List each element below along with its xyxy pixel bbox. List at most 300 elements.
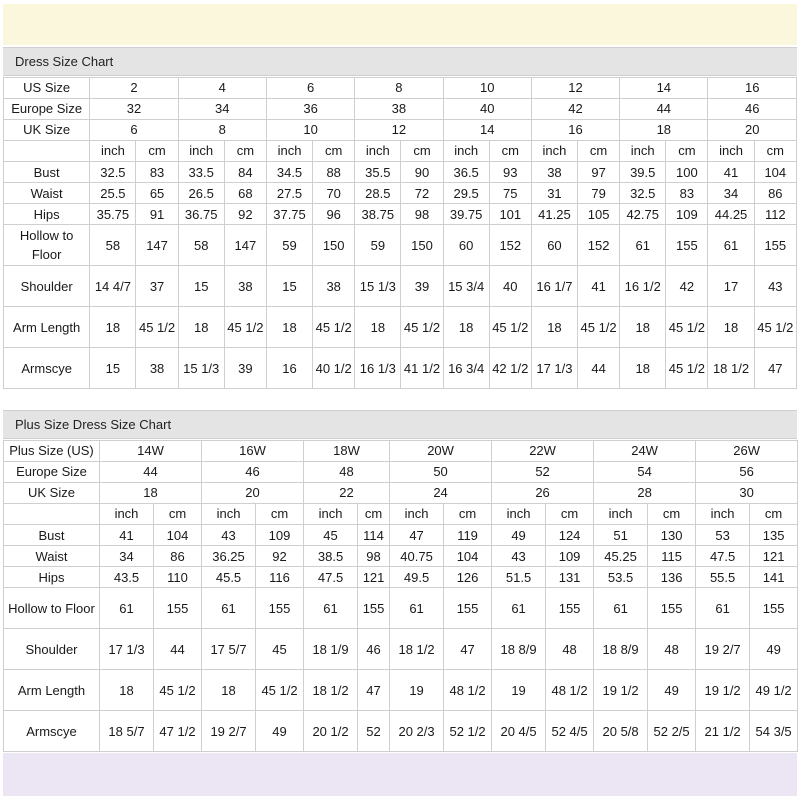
arm-length-label: Arm Length [4, 307, 90, 348]
hips-value-cell: 112 [754, 204, 796, 225]
hips-label: Hips [4, 204, 90, 225]
europe-size-cell: 46 [202, 462, 304, 483]
arm-length-value-cell: 45 1/2 [224, 307, 266, 348]
us-size-cell: 4 [178, 78, 266, 99]
us-size-cell: 18W [304, 441, 390, 462]
armscye-value-cell: 16 3/4 [443, 348, 489, 389]
table-row [4, 504, 798, 525]
hollow-to-floor-value-cell: 147 [136, 225, 178, 266]
shoulder-label: Shoulder [4, 266, 90, 307]
hips-value-cell: 96 [313, 204, 355, 225]
hips-value-cell: 38.75 [355, 204, 401, 225]
arm-length-value-cell: 45 1/2 [666, 307, 708, 348]
unit-cm-cell: cm [546, 504, 594, 525]
unit-inch-cell: inch [304, 504, 358, 525]
shoulder-value-cell: 38 [313, 266, 355, 307]
waist-label: Waist [4, 546, 100, 567]
us-size-label: Plus Size (US) [4, 441, 100, 462]
us-size-cell: 22W [492, 441, 594, 462]
shoulder-value-cell: 40 [489, 266, 531, 307]
bust-value-cell: 104 [754, 162, 796, 183]
armscye-value-cell: 20 1/2 [304, 711, 358, 752]
shoulder-value-cell: 39 [401, 266, 443, 307]
unit-cm-cell: cm [401, 141, 443, 162]
hollow-to-floor-label: Hollow to Floor [4, 588, 100, 629]
unit-row-blank [4, 141, 90, 162]
europe-size-cell: 54 [594, 462, 696, 483]
uk-size-cell: 12 [355, 120, 443, 141]
bust-value-cell: 39.5 [620, 162, 666, 183]
armscye-value-cell: 20 4/5 [492, 711, 546, 752]
europe-size-cell: 46 [708, 99, 797, 120]
armscye-value-cell: 21 1/2 [696, 711, 750, 752]
europe-size-cell: 48 [304, 462, 390, 483]
bust-value-cell: 51 [594, 525, 648, 546]
hollow-to-floor-value-cell: 59 [355, 225, 401, 266]
arm-length-value-cell: 18 1/2 [304, 670, 358, 711]
uk-size-cell: 30 [696, 483, 798, 504]
arm-length-value-cell: 45 1/2 [489, 307, 531, 348]
shoulder-value-cell: 41 [578, 266, 620, 307]
uk-size-cell: 24 [390, 483, 492, 504]
arm-length-value-cell: 19 [492, 670, 546, 711]
hips-value-cell: 39.75 [443, 204, 489, 225]
waist-value-cell: 28.5 [355, 183, 401, 204]
arm-length-value-cell: 18 [620, 307, 666, 348]
bust-value-cell: 33.5 [178, 162, 224, 183]
unit-cm-cell: cm [358, 504, 390, 525]
hips-value-cell: 37.75 [266, 204, 312, 225]
waist-value-cell: 79 [578, 183, 620, 204]
shoulder-value-cell: 42 [666, 266, 708, 307]
bust-value-cell: 97 [578, 162, 620, 183]
uk-size-cell: 18 [620, 120, 708, 141]
hollow-to-floor-value-cell: 61 [620, 225, 666, 266]
bust-value-cell: 130 [648, 525, 696, 546]
armscye-value-cell: 52 4/5 [546, 711, 594, 752]
armscye-value-cell: 52 2/5 [648, 711, 696, 752]
europe-size-cell: 52 [492, 462, 594, 483]
table-row [4, 141, 797, 162]
shoulder-value-cell: 19 2/7 [696, 629, 750, 670]
bust-value-cell: 49 [492, 525, 546, 546]
table-row [4, 307, 797, 348]
unit-inch-cell: inch [443, 141, 489, 162]
arm-length-value-cell: 18 [266, 307, 312, 348]
hips-value-cell: 116 [256, 567, 304, 588]
uk-size-cell: 10 [266, 120, 354, 141]
bust-value-cell: 83 [136, 162, 178, 183]
unit-cm-cell: cm [750, 504, 798, 525]
us-size-cell: 14W [100, 441, 202, 462]
top-decorative-band [3, 4, 797, 45]
arm-length-value-cell: 45 1/2 [154, 670, 202, 711]
arm-length-value-cell: 19 1/2 [696, 670, 750, 711]
hips-value-cell: 98 [401, 204, 443, 225]
armscye-value-cell: 42 1/2 [489, 348, 531, 389]
hollow-to-floor-value-cell: 155 [754, 225, 796, 266]
table-row [4, 441, 798, 462]
waist-value-cell: 45.25 [594, 546, 648, 567]
shoulder-value-cell: 37 [136, 266, 178, 307]
hips-value-cell: 41.25 [531, 204, 577, 225]
europe-size-cell: 56 [696, 462, 798, 483]
us-size-cell: 20W [390, 441, 492, 462]
waist-value-cell: 25.5 [90, 183, 136, 204]
arm-length-value-cell: 18 [355, 307, 401, 348]
bust-value-cell: 124 [546, 525, 594, 546]
table-row [4, 225, 797, 266]
hips-value-cell: 110 [154, 567, 202, 588]
bust-value-cell: 93 [489, 162, 531, 183]
hollow-to-floor-value-cell: 155 [750, 588, 798, 629]
hollow-to-floor-value-cell: 155 [444, 588, 492, 629]
bust-value-cell: 41 [100, 525, 154, 546]
waist-value-cell: 34 [708, 183, 754, 204]
shoulder-value-cell: 47 [444, 629, 492, 670]
europe-size-cell: 38 [355, 99, 443, 120]
arm-length-value-cell: 18 [708, 307, 754, 348]
unit-cm-cell: cm [154, 504, 202, 525]
shoulder-value-cell: 46 [358, 629, 390, 670]
dress-size-table [3, 77, 797, 389]
table-row [4, 670, 798, 711]
shoulder-value-cell: 15 [266, 266, 312, 307]
unit-inch-cell: inch [492, 504, 546, 525]
arm-length-value-cell: 45 1/2 [401, 307, 443, 348]
hollow-to-floor-label: Hollow to Floor [4, 225, 90, 266]
waist-value-cell: 70 [313, 183, 355, 204]
armscye-value-cell: 15 [90, 348, 136, 389]
uk-size-cell: 16 [531, 120, 619, 141]
arm-length-value-cell: 18 [443, 307, 489, 348]
hollow-to-floor-value-cell: 155 [358, 588, 390, 629]
unit-inch-cell: inch [696, 504, 750, 525]
hips-value-cell: 105 [578, 204, 620, 225]
armscye-value-cell: 41 1/2 [401, 348, 443, 389]
arm-length-value-cell: 48 1/2 [546, 670, 594, 711]
bust-value-cell: 32.5 [90, 162, 136, 183]
table-row [4, 588, 798, 629]
armscye-value-cell: 47 1/2 [154, 711, 202, 752]
armscye-value-cell: 47 [754, 348, 796, 389]
shoulder-value-cell: 43 [754, 266, 796, 307]
hips-value-cell: 136 [648, 567, 696, 588]
waist-value-cell: 121 [750, 546, 798, 567]
shoulder-value-cell: 49 [750, 629, 798, 670]
armscye-value-cell: 15 1/3 [178, 348, 224, 389]
shoulder-value-cell: 18 8/9 [492, 629, 546, 670]
arm-length-value-cell: 18 [202, 670, 256, 711]
table-row [4, 204, 797, 225]
bust-value-cell: 47 [390, 525, 444, 546]
unit-inch-cell: inch [708, 141, 754, 162]
shoulder-value-cell: 48 [648, 629, 696, 670]
hips-value-cell: 43.5 [100, 567, 154, 588]
unit-inch-cell: inch [355, 141, 401, 162]
europe-size-cell: 44 [100, 462, 202, 483]
hollow-to-floor-value-cell: 61 [100, 588, 154, 629]
hips-value-cell: 47.5 [304, 567, 358, 588]
waist-value-cell: 109 [546, 546, 594, 567]
arm-length-value-cell: 18 [90, 307, 136, 348]
unit-cm-cell: cm [489, 141, 531, 162]
arm-length-value-cell: 47 [358, 670, 390, 711]
armscye-value-cell: 17 1/3 [531, 348, 577, 389]
unit-inch-cell: inch [202, 504, 256, 525]
unit-inch-cell: inch [620, 141, 666, 162]
us-size-cell: 6 [266, 78, 354, 99]
hips-value-cell: 35.75 [90, 204, 136, 225]
unit-inch-cell: inch [390, 504, 444, 525]
hollow-to-floor-value-cell: 60 [531, 225, 577, 266]
waist-value-cell: 65 [136, 183, 178, 204]
arm-length-value-cell: 18 [531, 307, 577, 348]
europe-size-cell: 44 [620, 99, 708, 120]
unit-inch-cell: inch [266, 141, 312, 162]
hollow-to-floor-value-cell: 61 [202, 588, 256, 629]
unit-inch-cell: inch [531, 141, 577, 162]
bust-value-cell: 88 [313, 162, 355, 183]
hips-value-cell: 92 [224, 204, 266, 225]
waist-value-cell: 43 [492, 546, 546, 567]
arm-length-value-cell: 18 [100, 670, 154, 711]
shoulder-label: Shoulder [4, 629, 100, 670]
armscye-value-cell: 52 [358, 711, 390, 752]
unit-inch-cell: inch [178, 141, 224, 162]
armscye-value-cell: 18 1/2 [708, 348, 754, 389]
unit-cm-cell: cm [578, 141, 620, 162]
bust-value-cell: 53 [696, 525, 750, 546]
hips-value-cell: 101 [489, 204, 531, 225]
armscye-value-cell: 45 1/2 [666, 348, 708, 389]
unit-cm-cell: cm [224, 141, 266, 162]
waist-value-cell: 40.75 [390, 546, 444, 567]
unit-inch-cell: inch [90, 141, 136, 162]
table-row [4, 711, 798, 752]
bust-value-cell: 35.5 [355, 162, 401, 183]
bust-value-cell: 109 [256, 525, 304, 546]
hollow-to-floor-value-cell: 155 [154, 588, 202, 629]
waist-value-cell: 31 [531, 183, 577, 204]
unit-cm-cell: cm [666, 141, 708, 162]
unit-inch-cell: inch [594, 504, 648, 525]
uk-size-cell: 26 [492, 483, 594, 504]
bust-value-cell: 114 [358, 525, 390, 546]
hollow-to-floor-value-cell: 61 [304, 588, 358, 629]
bust-value-cell: 36.5 [443, 162, 489, 183]
shoulder-value-cell: 18 8/9 [594, 629, 648, 670]
shoulder-value-cell: 16 1/7 [531, 266, 577, 307]
bottom-decorative-band [3, 753, 797, 796]
shoulder-value-cell: 48 [546, 629, 594, 670]
unit-cm-cell: cm [136, 141, 178, 162]
waist-value-cell: 32.5 [620, 183, 666, 204]
waist-value-cell: 98 [358, 546, 390, 567]
waist-value-cell: 92 [256, 546, 304, 567]
bust-value-cell: 90 [401, 162, 443, 183]
hips-value-cell: 45.5 [202, 567, 256, 588]
us-size-cell: 16 [708, 78, 797, 99]
bust-value-cell: 45 [304, 525, 358, 546]
hips-value-cell: 53.5 [594, 567, 648, 588]
bust-value-cell: 43 [202, 525, 256, 546]
table-row [4, 120, 797, 141]
uk-size-cell: 20 [708, 120, 797, 141]
armscye-value-cell: 20 2/3 [390, 711, 444, 752]
shoulder-value-cell: 45 [256, 629, 304, 670]
bust-value-cell: 41 [708, 162, 754, 183]
armscye-value-cell: 20 5/8 [594, 711, 648, 752]
arm-length-value-cell: 45 1/2 [754, 307, 796, 348]
waist-value-cell: 83 [666, 183, 708, 204]
hollow-to-floor-value-cell: 61 [390, 588, 444, 629]
table-row [4, 483, 798, 504]
hollow-to-floor-value-cell: 152 [578, 225, 620, 266]
arm-length-value-cell: 49 [648, 670, 696, 711]
waist-value-cell: 75 [489, 183, 531, 204]
shoulder-value-cell: 15 [178, 266, 224, 307]
waist-label: Waist [4, 183, 90, 204]
arm-length-value-cell: 45 1/2 [136, 307, 178, 348]
uk-size-cell: 14 [443, 120, 531, 141]
hollow-to-floor-value-cell: 147 [224, 225, 266, 266]
unit-row-blank [4, 504, 100, 525]
table-row [4, 567, 798, 588]
shoulder-value-cell: 38 [224, 266, 266, 307]
hollow-to-floor-value-cell: 61 [594, 588, 648, 629]
hollow-to-floor-value-cell: 155 [256, 588, 304, 629]
uk-size-cell: 20 [202, 483, 304, 504]
armscye-value-cell: 49 [256, 711, 304, 752]
us-size-cell: 24W [594, 441, 696, 462]
shoulder-value-cell: 18 1/9 [304, 629, 358, 670]
hollow-to-floor-value-cell: 155 [648, 588, 696, 629]
unit-cm-cell: cm [648, 504, 696, 525]
uk-size-cell: 18 [100, 483, 202, 504]
bust-value-cell: 38 [531, 162, 577, 183]
us-size-cell: 8 [355, 78, 443, 99]
europe-size-cell: 32 [90, 99, 178, 120]
plus-chart-title: Plus Size Dress Size Chart [3, 410, 797, 439]
hollow-to-floor-value-cell: 150 [401, 225, 443, 266]
bust-label: Bust [4, 525, 100, 546]
shoulder-value-cell: 15 1/3 [355, 266, 401, 307]
us-size-cell: 26W [696, 441, 798, 462]
arm-length-value-cell: 45 1/2 [313, 307, 355, 348]
us-size-label: US Size [4, 78, 90, 99]
uk-size-cell: 22 [304, 483, 390, 504]
shoulder-value-cell: 15 3/4 [443, 266, 489, 307]
arm-length-value-cell: 45 1/2 [256, 670, 304, 711]
hips-value-cell: 42.75 [620, 204, 666, 225]
uk-size-cell: 6 [90, 120, 178, 141]
hips-value-cell: 91 [136, 204, 178, 225]
hollow-to-floor-value-cell: 152 [489, 225, 531, 266]
europe-size-cell: 50 [390, 462, 492, 483]
europe-size-cell: 36 [266, 99, 354, 120]
armscye-value-cell: 44 [578, 348, 620, 389]
hollow-to-floor-value-cell: 61 [708, 225, 754, 266]
table-row [4, 99, 797, 120]
arm-length-value-cell: 19 1/2 [594, 670, 648, 711]
armscye-value-cell: 16 [266, 348, 312, 389]
hips-label: Hips [4, 567, 100, 588]
table-row [4, 78, 797, 99]
arm-length-value-cell: 19 [390, 670, 444, 711]
waist-value-cell: 115 [648, 546, 696, 567]
armscye-value-cell: 18 5/7 [100, 711, 154, 752]
armscye-value-cell: 38 [136, 348, 178, 389]
table-row [4, 266, 797, 307]
europe-size-label: Europe Size [4, 99, 90, 120]
waist-value-cell: 68 [224, 183, 266, 204]
table-row [4, 546, 798, 567]
unit-cm-cell: cm [754, 141, 796, 162]
hollow-to-floor-value-cell: 58 [178, 225, 224, 266]
arm-length-label: Arm Length [4, 670, 100, 711]
unit-inch-cell: inch [100, 504, 154, 525]
table-row [4, 525, 798, 546]
shoulder-value-cell: 17 [708, 266, 754, 307]
hollow-to-floor-value-cell: 60 [443, 225, 489, 266]
hollow-to-floor-value-cell: 150 [313, 225, 355, 266]
table-row [4, 462, 798, 483]
waist-value-cell: 86 [154, 546, 202, 567]
hollow-to-floor-value-cell: 59 [266, 225, 312, 266]
bust-value-cell: 104 [154, 525, 202, 546]
table-row [4, 629, 798, 670]
hips-value-cell: 121 [358, 567, 390, 588]
hollow-to-floor-value-cell: 61 [696, 588, 750, 629]
armscye-value-cell: 52 1/2 [444, 711, 492, 752]
us-size-cell: 12 [531, 78, 619, 99]
hips-value-cell: 49.5 [390, 567, 444, 588]
arm-length-value-cell: 49 1/2 [750, 670, 798, 711]
hollow-to-floor-value-cell: 155 [666, 225, 708, 266]
arm-length-value-cell: 18 [178, 307, 224, 348]
waist-value-cell: 27.5 [266, 183, 312, 204]
armscye-value-cell: 19 2/7 [202, 711, 256, 752]
hips-value-cell: 109 [666, 204, 708, 225]
hollow-to-floor-value-cell: 155 [546, 588, 594, 629]
shoulder-value-cell: 17 1/3 [100, 629, 154, 670]
shoulder-value-cell: 14 4/7 [90, 266, 136, 307]
waist-value-cell: 104 [444, 546, 492, 567]
unit-cm-cell: cm [444, 504, 492, 525]
hips-value-cell: 131 [546, 567, 594, 588]
hips-value-cell: 44.25 [708, 204, 754, 225]
bust-label: Bust [4, 162, 90, 183]
bust-value-cell: 84 [224, 162, 266, 183]
table-row [4, 162, 797, 183]
waist-value-cell: 34 [100, 546, 154, 567]
waist-value-cell: 29.5 [443, 183, 489, 204]
us-size-cell: 2 [90, 78, 178, 99]
waist-value-cell: 26.5 [178, 183, 224, 204]
bust-value-cell: 135 [750, 525, 798, 546]
waist-value-cell: 36.25 [202, 546, 256, 567]
europe-size-label: Europe Size [4, 462, 100, 483]
europe-size-cell: 34 [178, 99, 266, 120]
table-row [4, 183, 797, 204]
bust-value-cell: 100 [666, 162, 708, 183]
europe-size-cell: 40 [443, 99, 531, 120]
hollow-to-floor-value-cell: 58 [90, 225, 136, 266]
us-size-cell: 10 [443, 78, 531, 99]
hips-value-cell: 36.75 [178, 204, 224, 225]
uk-size-label: UK Size [4, 120, 90, 141]
